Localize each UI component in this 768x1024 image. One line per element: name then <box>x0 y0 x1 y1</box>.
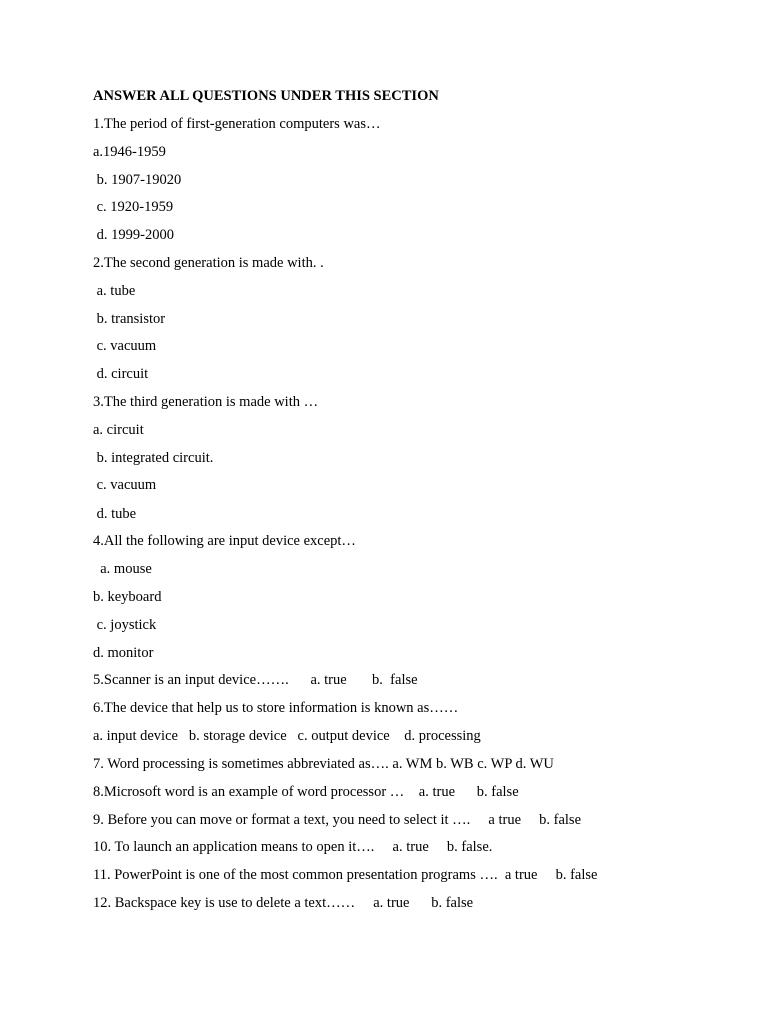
question-6: 6.The device that help us to store information is known as…… <box>93 700 459 716</box>
q3-option-c: c. vacuum <box>93 477 157 493</box>
q6-options: a. input device b. storage device c. output device d. processing <box>93 728 481 744</box>
question-12: 12. Backspace key is use to delete a text…… a. true b. false <box>93 895 474 911</box>
question-4: 4.All the following are input device except… <box>93 533 356 549</box>
q1-option-c: c. 1920-1959 <box>93 199 174 215</box>
question-3: 3.The third generation is made with … <box>93 394 319 410</box>
question-8: 8.Microsoft word is an example of word processor … a. true b. false <box>93 784 519 800</box>
question-2: 2.The second generation is made with. . <box>93 255 324 271</box>
q4-option-b: b. keyboard <box>93 589 162 605</box>
question-1: 1.The period of first-generation computers was… <box>93 116 381 132</box>
q4-option-d: d. monitor <box>93 645 154 661</box>
q4-option-a: a. mouse <box>93 561 152 577</box>
q1-option-d: d. 1999-2000 <box>93 227 174 243</box>
q3-option-d: d. tube <box>93 506 137 522</box>
question-10: 10. To launch an application means to open it…. a. true b. false. <box>93 839 493 855</box>
q1-option-b: b. 1907-19020 <box>93 172 182 188</box>
question-7: 7. Word processing is sometimes abbreviated as…. a. WM b. WB c. WP d. WU <box>93 756 554 772</box>
q1-option-a: a.1946-1959 <box>93 144 166 160</box>
q2-option-a: a. tube <box>93 283 136 299</box>
question-5: 5.Scanner is an input device……. a. true b. false <box>93 672 418 688</box>
q3-option-a: a. circuit <box>93 422 144 438</box>
q4-option-c: c. joystick <box>93 617 157 633</box>
q3-option-b: b. integrated circuit. <box>93 450 214 466</box>
section-heading: ANSWER ALL QUESTIONS UNDER THIS SECTION <box>93 88 439 104</box>
q2-option-d: d. circuit <box>93 366 149 382</box>
question-11: 11. PowerPoint is one of the most common presentation programs …. a true b. false <box>93 867 598 883</box>
q2-option-b: b. transistor <box>93 311 166 327</box>
q2-option-c: c. vacuum <box>93 338 157 354</box>
question-9: 9. Before you can move or format a text, you need to select it …. a true b. false <box>93 812 582 828</box>
